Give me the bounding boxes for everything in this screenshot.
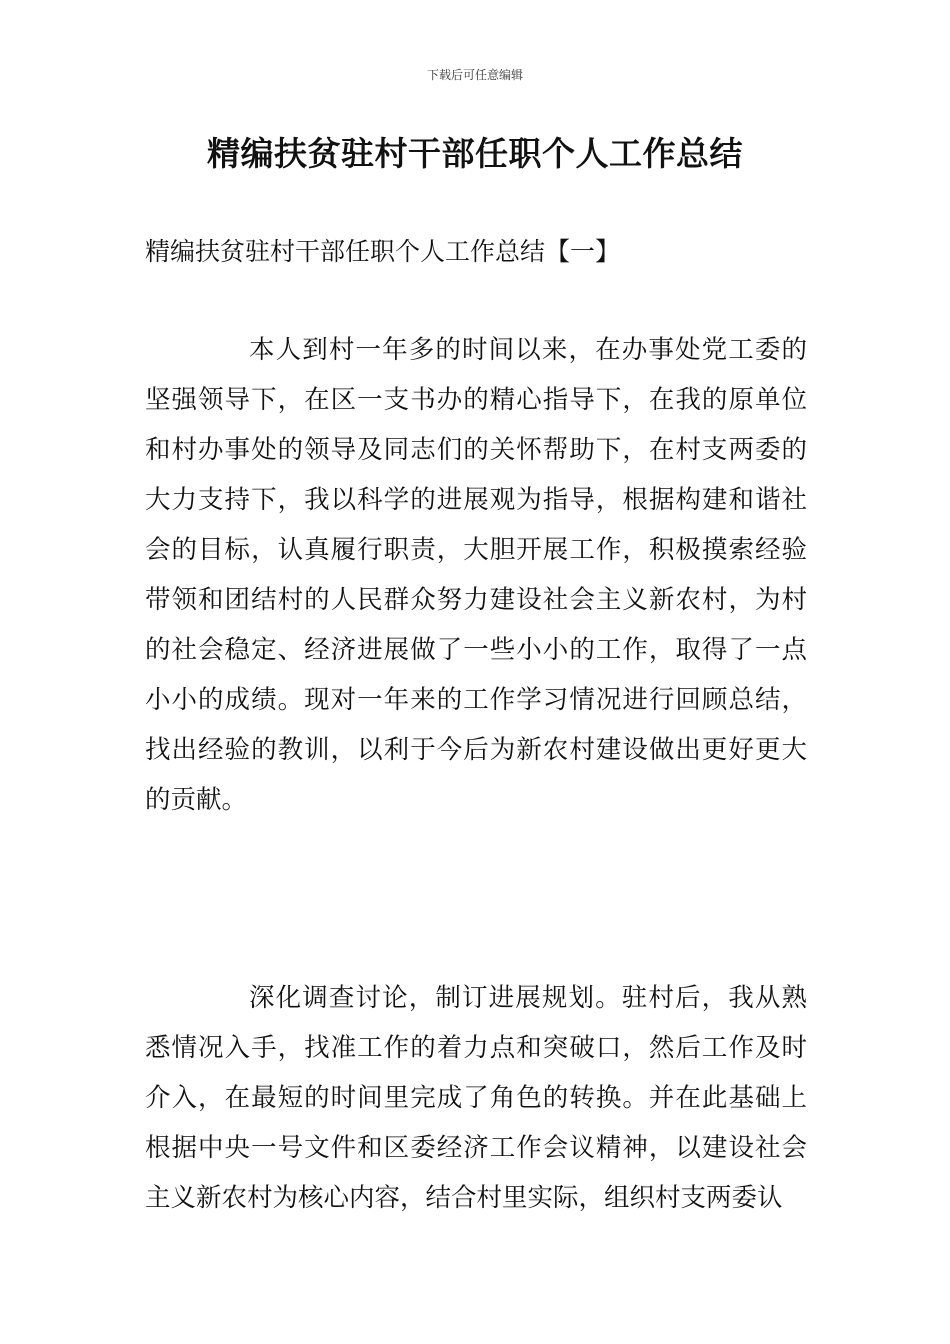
body-paragraph: 本人到村一年多的时间以来，在办事处党工委的坚强领导下，在区一支书办的精心指导下，在我的原单位和村办事处的领导及同志们的关怀帮助下，在村支两委的大力支持下，我以科学的进展观为指导，根据构建和谐社会的目标，认真履行职责，大胆开展工作，积极摸索经验带领和团结村的人民群众努力建设社会主义新农村，为村的社会稳定、经济进展做了一些小小的工作，取得了一点小小的成绩。现对一年来的工作学习情况进行回顾总结，找出经验的教训，以利于今后为新农村建设做出更好更大的贡献。 xyxy=(145,335,807,815)
section-heading: 精编扶贫驻村干部任职个人工作总结【一】 xyxy=(145,237,621,266)
document-title: 精编扶贫驻村干部任职个人工作总结 xyxy=(207,134,743,173)
body-paragraph: 深化调查讨论，制订进展规划。驻村后，我从熟悉情况入手，找准工作的着力点和突破口，然后工作及时介入，在最短的时间里完成了角色的转换。并在此基础上根据中央一号文件和区委经济工作会议精神，以建设社会主义新农村为核心内容，结合村里实际，组织村支两委认 xyxy=(145,983,807,1213)
header-note: 下载后可任意编辑 xyxy=(426,68,523,82)
